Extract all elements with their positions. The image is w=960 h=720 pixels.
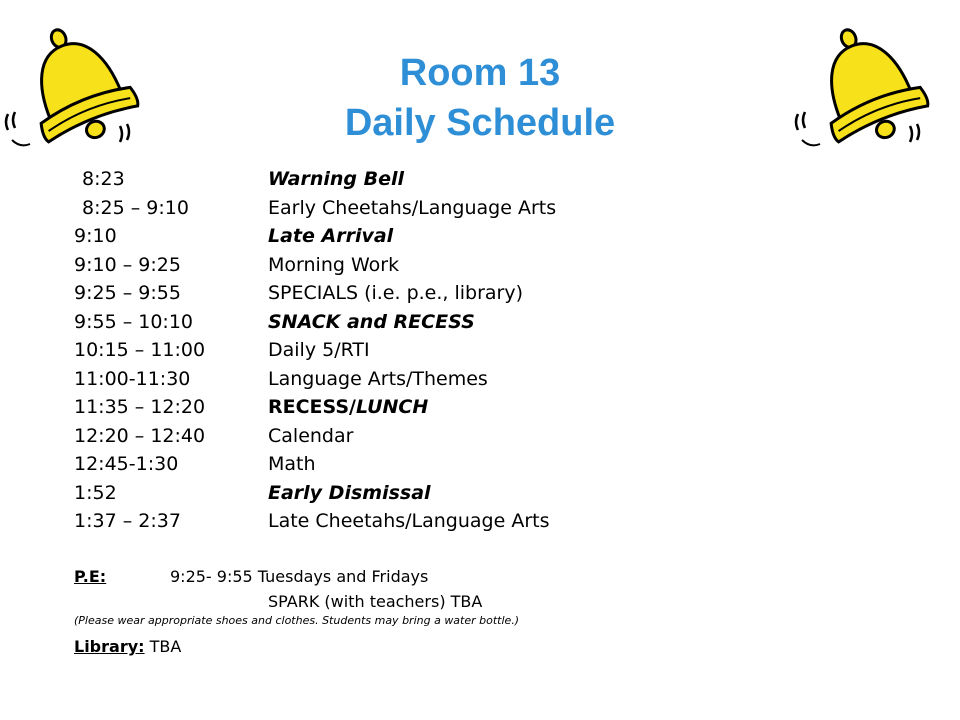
schedule-activity: Daily 5/RTI: [268, 339, 370, 361]
schedule-time: 11:35 – 12:20: [74, 396, 206, 418]
schedule-activity: [268, 393, 428, 422]
schedule-row: [74, 450, 874, 479]
schedule-list: [74, 165, 874, 536]
schedule-row: [74, 222, 874, 251]
pe-info: [74, 566, 429, 588]
schedule-activity: SNACK and RECESS: [268, 310, 475, 333]
schedule-row: [74, 336, 874, 365]
schedule-activity: Morning Work: [268, 253, 400, 276]
schedule-time: 12:20 – 12:40: [74, 424, 206, 447]
schedule-activity: Late Cheetahs/Language Arts: [268, 510, 550, 532]
schedule-activity: Early Cheetahs/Language Arts: [268, 196, 557, 219]
schedule-row: [74, 422, 874, 451]
page-subtitle: Daily Schedule: [344, 102, 616, 144]
schedule-time: 9:10 – 9:25: [74, 253, 181, 276]
schedule-row: [74, 279, 874, 308]
schedule-time: 8:23: [82, 168, 125, 190]
schedule-row: [74, 365, 874, 394]
schedule-time: 9:10: [74, 225, 117, 247]
pe-label: P.E:: [74, 567, 107, 586]
schedule-activity-recess: RECESS/: [268, 396, 356, 418]
schedule-time: 10:15 – 11:00: [74, 339, 206, 361]
pe-spark: SPARK (with teachers) TBA: [268, 592, 483, 611]
schedule-row: [74, 165, 874, 194]
schedule-time: 1:52: [74, 481, 117, 504]
schedule-time: 12:45-1:30: [74, 453, 179, 475]
pe-note: (Please wear appropriate shoes and clothes. Students may bring a water bottle.): [74, 614, 520, 627]
schedule-row: [74, 479, 874, 508]
schedule-time: 9:55 – 10:10: [74, 310, 194, 333]
library-value: TBA: [149, 637, 182, 656]
schedule-time: 1:37 – 2:37: [74, 510, 181, 532]
library-label: Library:: [74, 637, 145, 656]
schedule-time: 9:25 – 9:55: [74, 282, 181, 304]
schedule-activity: Late Arrival: [268, 225, 394, 247]
page-title: Room 13: [399, 52, 561, 94]
schedule-time: 11:00-11:30: [74, 367, 191, 390]
schedule-activity: SPECIALS (i.e. p.e., library): [268, 282, 524, 304]
pe-schedule: 9:25- 9:55 Tuesdays and Fridays: [170, 567, 429, 586]
schedule-row: [74, 393, 874, 422]
schedule-activity: Math: [268, 453, 316, 475]
schedule-row: [74, 194, 874, 223]
schedule-row: [74, 507, 874, 536]
schedule-row: [74, 251, 874, 280]
schedule-activity: Warning Bell: [268, 168, 405, 190]
schedule-activity: Language Arts/Themes: [268, 367, 488, 390]
schedule-row: [74, 308, 874, 337]
schedule-activity: Calendar: [268, 424, 354, 447]
library-info: [74, 636, 181, 658]
schedule-time: 8:25 – 9:10: [82, 196, 189, 219]
schedule-activity: Early Dismissal: [268, 481, 431, 504]
schedule-activity-lunch: LUNCH: [356, 396, 429, 418]
